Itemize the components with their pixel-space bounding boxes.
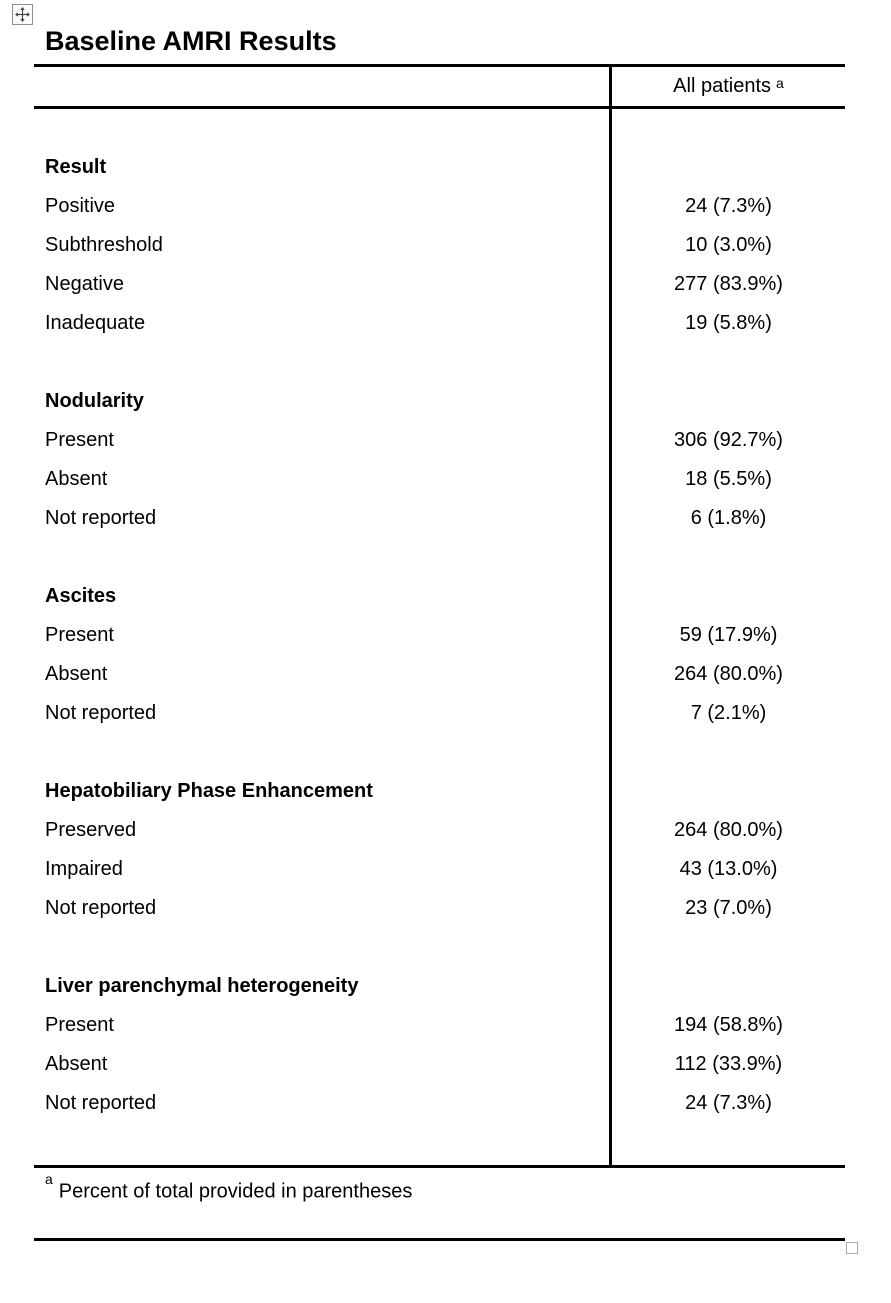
spacer-row [34, 733, 845, 772]
footnote-marker: a [45, 1171, 53, 1187]
table-row [34, 460, 845, 499]
row-label: Not reported [45, 1092, 157, 1114]
table-row [34, 1006, 845, 1045]
row-value: 23 (7.0%) [685, 897, 772, 919]
section-heading: Liver parenchymal heterogeneity [45, 975, 359, 997]
section-heading-row [34, 148, 845, 187]
section-heading: Ascites [45, 585, 117, 607]
column-header-all-patients [612, 67, 845, 106]
table-row [34, 889, 845, 928]
row-value: 59 (17.9%) [679, 624, 778, 646]
page-title: Baseline AMRI Results [45, 26, 337, 56]
spacer-row [34, 343, 845, 382]
table-row [34, 499, 845, 538]
table-row [34, 421, 845, 460]
row-label: Absent [45, 663, 108, 685]
table-row [34, 850, 845, 889]
column-header-footnote-marker: a [776, 74, 784, 91]
table-row [34, 187, 845, 226]
row-label: Present [45, 429, 114, 451]
row-value: 112 (33.9%) [674, 1053, 783, 1075]
table-row [34, 304, 845, 343]
row-value: 264 (80.0%) [674, 663, 783, 685]
row-label: Present [45, 1014, 114, 1036]
row-value: 10 (3.0%) [685, 234, 772, 256]
row-value: 277 (83.9%) [674, 273, 783, 295]
row-label: Not reported [45, 897, 157, 919]
row-value: 6 (1.8%) [690, 507, 767, 529]
table-row [34, 811, 845, 850]
row-value: 19 (5.8%) [685, 312, 772, 334]
table-border-bottom [34, 1238, 845, 1241]
row-label: Negative [45, 273, 124, 295]
row-label: Absent [45, 1053, 108, 1075]
footnote-text: Percent of total provided in parentheses [58, 1180, 413, 1203]
row-value: 24 (7.3%) [685, 1092, 772, 1114]
table-row [34, 1084, 845, 1123]
table-resize-handle[interactable] [846, 1242, 858, 1254]
section-heading-row [34, 577, 845, 616]
move-cross-icon [15, 7, 30, 22]
section-heading-row [34, 382, 845, 421]
row-label: Not reported [45, 702, 157, 724]
section-heading-row [34, 967, 845, 1006]
section-heading: Result [45, 156, 107, 178]
table-body [34, 109, 845, 1123]
row-value: 18 (5.5%) [685, 468, 772, 490]
spacer-row [34, 109, 845, 148]
table-border-above-footnote [34, 1165, 845, 1168]
spacer-row [34, 928, 845, 967]
row-label: Impaired [45, 858, 123, 880]
row-value: 264 (80.0%) [674, 819, 783, 841]
row-label: Absent [45, 468, 108, 490]
section-heading-row [34, 772, 845, 811]
table-row [34, 1045, 845, 1084]
row-value: 43 (13.0%) [679, 858, 778, 880]
table-row [34, 694, 845, 733]
row-label: Not reported [45, 507, 157, 529]
table-footnote [34, 1170, 845, 1236]
row-label: Subthreshold [45, 234, 163, 256]
row-label: Positive [45, 195, 116, 217]
row-value: 7 (2.1%) [690, 702, 767, 724]
section-heading: Nodularity [45, 390, 144, 412]
spacer-row [34, 538, 845, 577]
table-row [34, 226, 845, 265]
table-move-handle[interactable] [12, 4, 33, 25]
row-label: Preserved [45, 819, 137, 841]
table-row [34, 616, 845, 655]
row-value: 24 (7.3%) [685, 195, 772, 217]
section-heading: Hepatobiliary Phase Enhancement [45, 780, 373, 802]
row-value: 194 (58.8%) [674, 1014, 783, 1036]
table-row [34, 655, 845, 694]
row-value: 306 (92.7%) [674, 429, 783, 451]
column-header-label: All patients [673, 75, 772, 97]
row-label: Present [45, 624, 114, 646]
table-row [34, 265, 845, 304]
row-label: Inadequate [45, 312, 146, 334]
